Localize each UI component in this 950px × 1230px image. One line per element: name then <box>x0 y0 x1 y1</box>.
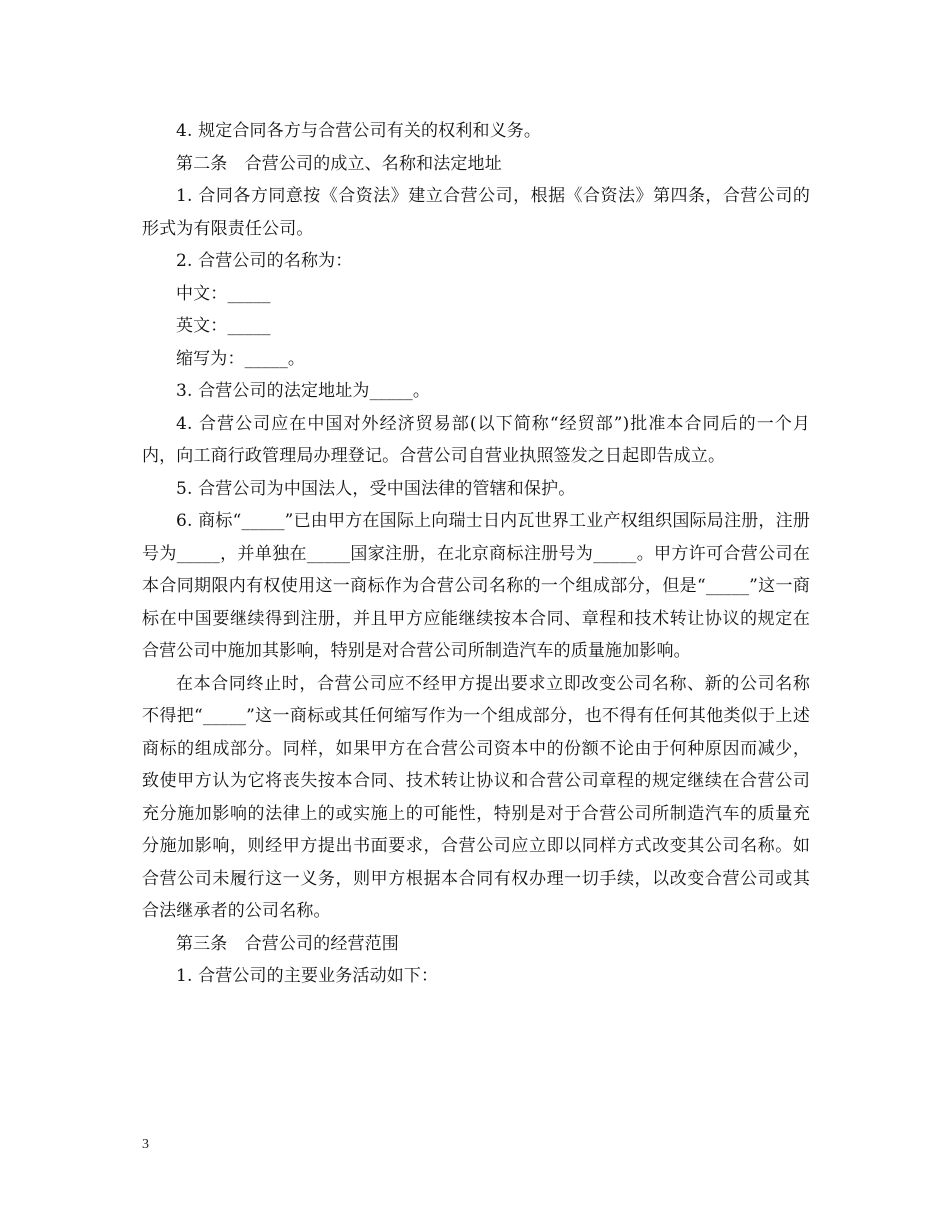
paragraph-2-3: 3. 合营公司的法定地址为_____。 <box>176 381 430 401</box>
heading-article-3: 第三条 合营公司的经营范围 <box>176 933 399 954</box>
paragraph-3-1: 1. 合营公司的主要业务活动如下： <box>176 966 439 986</box>
paragraph-english-name: 英文：_____ <box>176 316 271 336</box>
heading-article-2: 第二条 合营公司的成立、名称和法定地址 <box>176 153 502 174</box>
paragraph-clause-4-rights: 4. 规定合同各方与合营公司有关的权利和义务。 <box>176 121 542 141</box>
paragraph-2-1: 1. 合同各方同意按《合资法》建立合营公司，根据《合资法》第四条，合营公司的形式为有限责任公司。 <box>142 186 810 239</box>
paragraph-chinese-name: 中文：_____ <box>176 283 271 304</box>
paragraph-2-2: 2. 合营公司的名称为： <box>176 251 353 271</box>
paragraph-2-6: 6. 商标“_____”已由甲方在国际上向瑞士日内瓦世界工业产权组织国际局注册，注册号为_____，并单独在_____国家注册，在北京商标注册号为_____。甲方许可合营公司在本合同期限内有权使用这一商标作为合营公司名称的一个组成部分，但是“_____”这一商标在中国要继续得到注册，并且甲方应能继续按本合同、章程和技术转让协议的规定在合营公司中施加其影响，特别是对合营公司所制造汽车的质量施加影响。 <box>142 511 810 661</box>
paragraph-2-4: 4. 合营公司应在中国对外经济贸易部(以下简称“经贸部”)批准本合同后的一个月内，向工商行政管理局办理登记。合营公司自营业执照签发之日起即告成立。 <box>142 413 810 466</box>
paragraph-abbreviation: 缩写为：_____。 <box>176 348 305 369</box>
paragraph-2-6-continued: 在本合同终止时，合营公司应不经甲方提出要求立即改变公司名称、新的公司名称不得把“_____”这一商标或其任何缩写作为一个组成部分，也不得有任何其他类似于上述商标的组成部分。同样，如果甲方在合营公司资本中的份额不论由于何种原因而减少，致使甲方认为它将丧失按本合同、技术转让协议和合营公司章程的规定继续在合营公司充分施加影响的法律上的或实施上的可能性，特别是对于合营公司所制造汽车的质量充分施加影响，则经甲方提出书面要求，合营公司应立即以同样方式改变其公司名称。如合营公司未履行这一义务，则甲方根据本合同有权办理一切手续，以改变合营公司或其合法继承者的公司名称。 <box>142 673 810 921</box>
body-text <box>142 115 810 993</box>
page-number: 3 <box>142 1137 149 1152</box>
paragraph-2-5: 5. 合营公司为中国法人，受中国法律的管辖和保护。 <box>176 478 576 499</box>
